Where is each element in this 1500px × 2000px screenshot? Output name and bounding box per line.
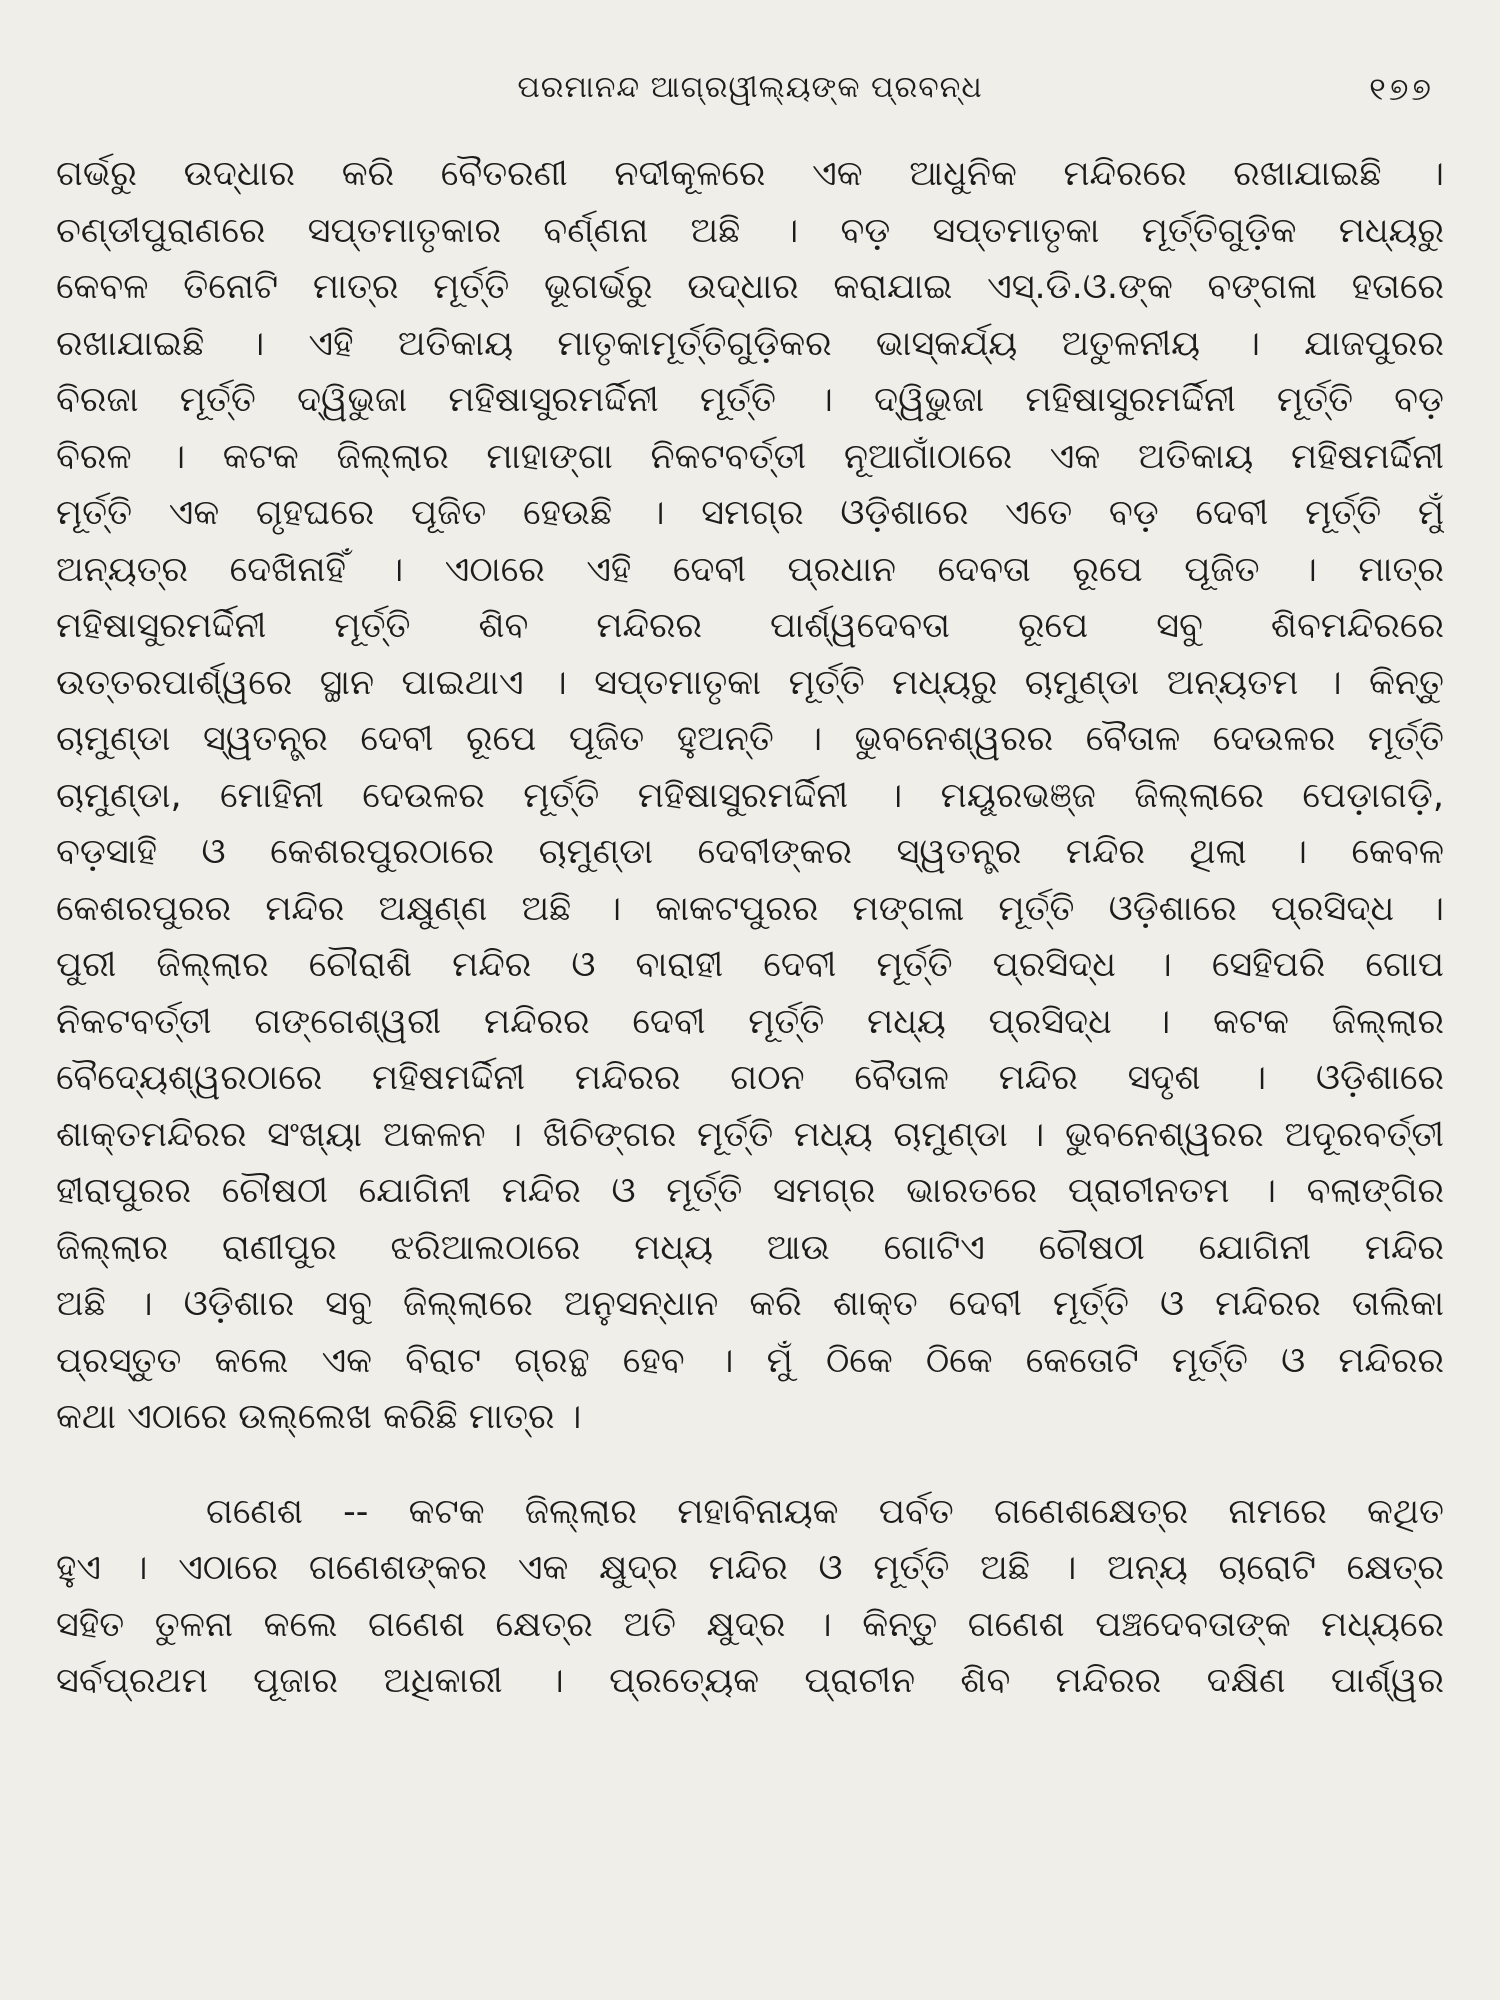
- text-line: ବିରଜା ମୂର୍ତ୍ତି ଦ୍ୱିଭୁଜା ମହିଷାସୁରମର୍ଦ୍ଦିନୀ ମୂର୍ତ୍ତି । ଦ୍ୱିଭୁଜା ମହିଷାସୁରମର୍ଦ୍ଦିନୀ ମୂର୍ତ୍ତି ବଡ଼: [56, 380, 1444, 420]
- text-line: ହୁଏ । ଏଠାରେ ଗଣେଶଙ୍କର ଏକ କ୍ଷୁଦ୍ର ମନ୍ଦିର ଓ ମୂର୍ତ୍ତି ଅଛି । ଅନ୍ୟ ଚାରୋଟି କ୍ଷେତ୍ର: [56, 1548, 1444, 1588]
- running-title: ପରମାନନ୍ଦ ଆଗ୍ରୱୀଲ୍ୟଙ୍କ ପ୍ରବନ୍ଧ: [517, 70, 983, 105]
- paragraph-gap: [56, 1446, 1444, 1484]
- text-line: ରଖାଯାଇଛି । ଏହି ଅତିକାୟ ମାତୃକାମୂର୍ତ୍ତିଗୁଡ଼ିକର ଭାସ୍କର୍ଯ୍ୟ ଅତୁଳନୀୟ । ଯାଜପୁରର: [56, 323, 1444, 364]
- text-line: କଥା ଏଠାରେ ଉଲ୍ଲେଖ କରିଛି ମାତ୍ର ।: [56, 1397, 582, 1437]
- text-line: ଚାମୁଣ୍ଡା ସ୍ୱତନ୍ତ୍ର ଦେବୀ ରୂପେ ପୂଜିତ ହୁଅନ୍ତି । ଭୁବନେଶ୍ୱରର ବୈତାଳ ଦେଉଳର ମୂର୍ତ୍ତି: [56, 719, 1444, 759]
- text-line: ବଡ଼ସାହି ଓ କେଶରପୁରଠାରେ ଚାମୁଣ୍ଡା ଦେବୀଙ୍କର ସ୍ୱତନ୍ତ୍ର ମନ୍ଦିର ଥିଲା । କେବଳ: [56, 832, 1444, 872]
- page-number: ୧୭୭: [1369, 70, 1434, 108]
- text-line: ମୂର୍ତ୍ତି ଏକ ଗୃହଘରେ ପୂଜିତ ହେଉଛି । ସମଗ୍ର ଓଡ଼ିଶାରେ ଏତେ ବଡ଼ ଦେବୀ ମୂର୍ତ୍ତି ମୁଁ: [56, 493, 1444, 533]
- text-line: ଶାକ୍ତମନ୍ଦିରର ସଂଖ୍ୟା ଅକଳନ । ଖିଚିଙ୍ଗର ମୂର୍ତ୍ତି ମଧ୍ୟ ଚାମୁଣ୍ଡା । ଭୁବନେଶ୍ୱରର ଅଦୂରବର୍ତ୍ତୀ: [56, 1114, 1444, 1155]
- text-line: ପ୍ରସ୍ତୁତ କଲେ ଏକ ବିରାଟ ଗ୍ରନ୍ଥ ହେବ । ମୁଁ ଠିକେ ଠିକେ କେତୋଟି ମୂର୍ତ୍ତି ଓ ମନ୍ଦିରର: [56, 1340, 1444, 1381]
- text-line: ଚାମୁଣ୍ଡା, ମୋହିନୀ ଦେଉଳର ମୂର୍ତ୍ତି ମହିଷାସୁରମର୍ଦ୍ଦିନୀ । ମୟୂରଭଞ୍ଜ ଜିଲ୍ଲାରେ ପେଡ଼ାଗଡ଼ି,: [56, 775, 1444, 816]
- text-line: ସର୍ବପ୍ରଥମ ପୂଜାର ଅଧିକାରୀ । ପ୍ରତ୍ୟେକ ପ୍ରାଚୀନ ଶିବ ମନ୍ଦିରର ଦକ୍ଷିଣ ପାର୍ଶ୍ୱର: [56, 1661, 1444, 1701]
- paragraph-2: [56, 1484, 1444, 1710]
- page-header: [56, 60, 1444, 130]
- text-line: ସହିତ ତୁଳନା କଲେ ଗଣେଶ କ୍ଷେତ୍ର ଅତି କ୍ଷୁଦ୍ର । କିନ୍ତୁ ଗଣେଶ ପଞ୍ଚଦେବତାଙ୍କ ମଧ୍ୟରେ: [56, 1604, 1444, 1645]
- paragraph-1: [56, 146, 1444, 1446]
- text-line: ପୁରୀ ଜିଲ୍ଲାର ଚୌରାଶି ମନ୍ଦିର ଓ ବାରାହୀ ଦେବୀ ମୂର୍ତ୍ତି ପ୍ରସିଦ୍ଧ । ସେହିପରି ଗୋପ: [56, 945, 1444, 985]
- text-line: ଗଣେଶ -- କଟକ ଜିଲ୍ଲାର ମହାବିନାୟକ ପର୍ବତ ଗଣେଶକ୍ଷେତ୍ର ନାମରେ କଥିତ: [206, 1491, 1444, 1532]
- text-line: କେଶରପୁରର ମନ୍ଦିର ଅକ୍ଷୁଣ୍ଣ ଅଛି । କାକଟପୁରର ମଙ୍ଗଳା ମୂର୍ତ୍ତି ଓଡ଼ିଶାରେ ପ୍ରସିଦ୍ଧ ।: [56, 888, 1444, 929]
- body-text: [56, 146, 1444, 1710]
- text-line: ଗର୍ଭରୁ ଉଦ୍ଧାର କରି ବୈତରଣୀ ନଦୀକୂଳରେ ଏକ ଆଧୁନିକ ମନ୍ଦିରରେ ରଖାଯାଇଛି ।: [56, 154, 1444, 194]
- text-line: ନିକଟବର୍ତ୍ତୀ ଗଙ୍ଗେଶ୍ୱରୀ ମନ୍ଦିରର ଦେବୀ ମୂର୍ତ୍ତି ମଧ୍ୟ ପ୍ରସିଦ୍ଧ । କଟକ ଜିଲ୍ଲାର: [56, 1001, 1444, 1042]
- text-line: ବିରଳ । କଟକ ଜିଲ୍ଲାର ମାହାଙ୍ଗା ନିକଟବର୍ତ୍ତୀ ନୂଆଗାଁଠାରେ ଏକ ଅତିକାୟ ମହିଷମର୍ଦ୍ଦିନୀ: [56, 436, 1444, 477]
- text-line: ବୈଦ୍ୟେଶ୍ୱରଠାରେ ମହିଷମର୍ଦ୍ଦିନୀ ମନ୍ଦିରର ଗଠନ ବୈତାଳ ମନ୍ଦିର ସଦୃଶ । ଓଡ଼ିଶାରେ: [56, 1058, 1444, 1098]
- text-line: କେବଳ ତିନୋଟି ମାତ୍ର ମୂର୍ତ୍ତି ଭୂଗର୍ଭରୁ ଉଦ୍ଧାର କରାଯାଇ ଏସ୍.ଡି.ଓ.ଙ୍କ ବଙ୍ଗଳା ହତାରେ: [56, 267, 1444, 307]
- text-line: ଅଛି । ଓଡ଼ିଶାର ସବୁ ଜିଲ୍ଲାରେ ଅନୁସନ୍ଧାନ କରି ଶାକ୍ତ ଦେବୀ ମୂର୍ତ୍ତି ଓ ମନ୍ଦିରର ତାଲିକା: [56, 1284, 1444, 1324]
- text-line: ଜିଲ୍ଲାର ରାଣୀପୁର ଝରିଆଲଠାରେ ମଧ୍ୟ ଆଉ ଗୋଟିଏ ଚୌଷଠୀ ଯୋଗିନୀ ମନ୍ଦିର: [56, 1227, 1444, 1268]
- text-line: ମହିଷାସୁରମର୍ଦ୍ଦିନୀ ମୂର୍ତ୍ତି ଶିବ ମନ୍ଦିରର ପାର୍ଶ୍ୱଦେବତା ରୂପେ ସବୁ ଶିବମନ୍ଦିରରେ: [56, 606, 1444, 646]
- text-line: ହୀରାପୁରର ଚୌଷଠୀ ଯୋଗିନୀ ମନ୍ଦିର ଓ ମୂର୍ତ୍ତି ସମଗ୍ର ଭାରତରେ ପ୍ରାଚୀନତମ । ବଲାଙ୍ଗିର: [56, 1171, 1444, 1211]
- text-line: ଉତ୍ତରପାର୍ଶ୍ୱରେ ସ୍ଥାନ ପାଇଥାଏ । ସପ୍ତମାତୃକା ମୂର୍ତ୍ତି ମଧ୍ୟରୁ ଚାମୁଣ୍ଡା ଅନ୍ୟତମ । କିନ୍ତୁ: [56, 662, 1444, 703]
- text-line: ଚଣ୍ଡୀପୁରାଣରେ ସପ୍ତମାତୃକାର ବର୍ଣ୍ଣନା ଅଛି । ବଡ଼ ସପ୍ତମାତୃକା ମୂର୍ତ୍ତିଗୁଡ଼ିକ ମଧ୍ୟରୁ: [56, 210, 1444, 251]
- text-line: ଅନ୍ୟତ୍ର ଦେଖିନାହିଁ । ଏଠାରେ ଏହି ଦେବୀ ପ୍ରଧାନ ଦେବତା ରୂପେ ପୂଜିତ । ମାତ୍ର: [56, 549, 1444, 590]
